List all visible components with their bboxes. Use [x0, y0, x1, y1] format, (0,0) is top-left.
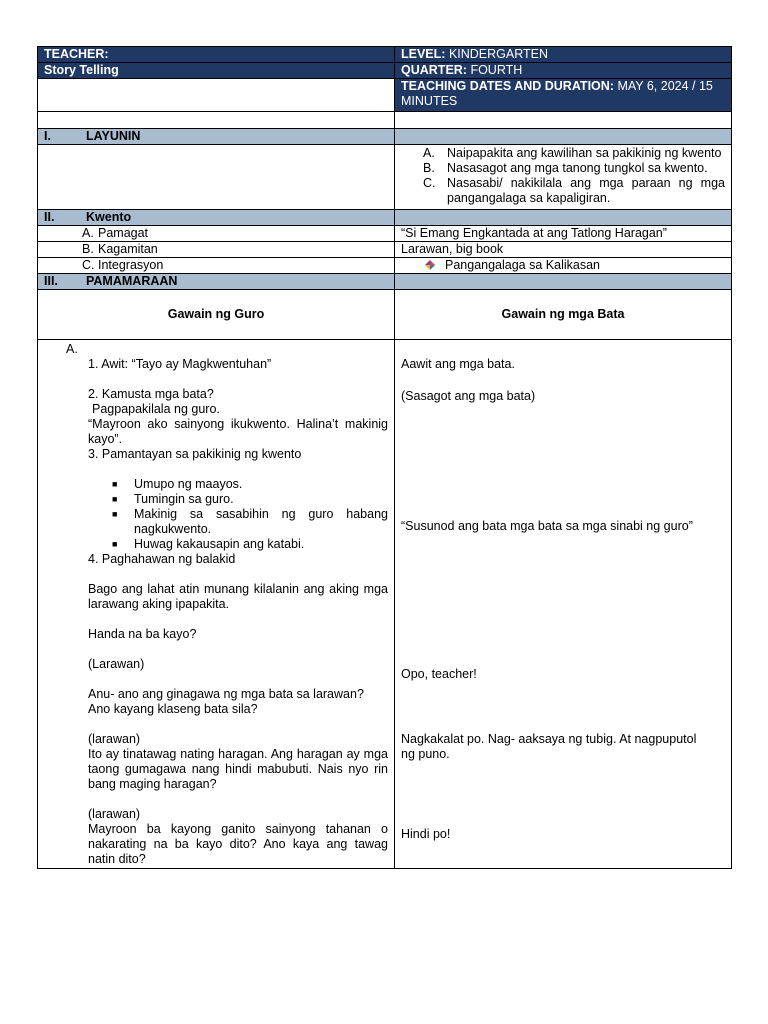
activity-song: 1. Awit: “Tayo ay Magkwentuhan”	[88, 357, 272, 371]
row-value: Pangangalaga sa Kalikasan	[445, 258, 600, 272]
square-bullet-icon: ■	[112, 509, 118, 519]
quarter-cell	[395, 63, 732, 79]
activity-column-headers	[38, 290, 732, 340]
square-bullet-icon: ■	[112, 494, 118, 504]
row-marker: A.	[82, 226, 94, 240]
section-number: I.	[44, 129, 51, 143]
activity-standards: 3. Pamantayan sa pakikinig ng kwento	[88, 447, 302, 461]
lesson-plan-table	[37, 46, 732, 869]
row-value: Larawan, big book	[395, 242, 732, 258]
activity-greeting: 2. Kamusta mga bata?	[88, 387, 214, 401]
dates-value: MAY 6, 2024 / 15 MINUTES	[401, 79, 713, 108]
section-title: LAYUNIN	[86, 129, 141, 143]
dates-label: TEACHING DATES AND DURATION:	[401, 79, 614, 93]
teacher-line: Ano kayang klaseng bata sila?	[88, 702, 258, 716]
teacher-line: (Larawan)	[88, 657, 145, 671]
square-bullet-icon: ■	[112, 479, 118, 489]
level-cell	[395, 47, 732, 63]
objectives-cell	[395, 145, 732, 210]
row-label: Integrasyon	[98, 258, 164, 272]
teacher-line: (larawan)	[88, 807, 141, 821]
children-activities	[395, 340, 732, 869]
lesson-plan-document	[37, 46, 731, 869]
rule-item: ■ Tumingin sa guro.	[88, 492, 388, 507]
empty-cell	[38, 79, 395, 112]
teacher-label: TEACHER:	[38, 47, 395, 63]
section-title-cell	[38, 129, 395, 145]
level-label: LEVEL:	[401, 47, 446, 61]
objective-item: A. Naipapakita ang kawilihan sa pakikinig ng kwento	[423, 146, 722, 160]
row-label: Pamagat	[98, 226, 149, 240]
level-value: KINDERGARTEN	[448, 47, 549, 61]
teacher-line: (larawan)	[88, 732, 141, 746]
quarter-label: QUARTER:	[401, 63, 467, 77]
activity-invitation: “Mayroon ako sainyong ikukwento. Halina’t makinig kayo”.	[88, 417, 388, 446]
header-row-teacher	[38, 47, 732, 63]
child-response: Opo, teacher!	[401, 667, 477, 681]
child-response: Aawit ang mga bata.	[401, 357, 515, 371]
teacher-activities	[38, 340, 395, 869]
teacher-line: Bago ang lahat atin munang kilalanin ang aking mga larawang aking ipapakita.	[88, 582, 388, 611]
teacher-line: Anu- ano ang ginagawa ng mga bata sa larawan?	[88, 687, 364, 701]
kwento-row-pamagat	[38, 226, 732, 242]
activity-intro: Pagpapakilala ng guro.	[92, 402, 220, 416]
row-marker: C.	[82, 258, 95, 272]
objective-item: C. Nasasabi/ nakikilala ang mga paraan ng mga pangangalaga sa kapaligiran.	[423, 176, 725, 205]
rule-item: ■ Umupo ng maayos.	[88, 477, 388, 492]
section-title: Kwento	[86, 210, 132, 224]
rule-item: ■ Makinig sa sasabihin ng guro habang nagkukwento.	[88, 507, 388, 537]
objectives-list	[423, 146, 725, 206]
colorful-diamond-bullet-icon	[425, 260, 435, 270]
section-title: PAMAMARAAN	[86, 274, 178, 288]
activity-body-row	[38, 340, 732, 869]
teacher-line: Mayroon ba kayong ganito sainyong tahanan o nakarating na ba kayo dito? Ano kaya ang tawag natin dito?	[88, 822, 388, 866]
section-heading-layunin	[38, 129, 732, 145]
child-response: Nagkakalat po. Nag- aaksaya ng tubig. At nagpuputol ng puno.	[401, 732, 697, 761]
subject-title: Story Telling	[38, 63, 395, 79]
section-heading-kwento	[38, 210, 732, 226]
kwento-row-kagamitan	[38, 242, 732, 258]
child-response: (Sasagot ang mga bata)	[401, 389, 536, 403]
square-bullet-icon: ■	[112, 539, 118, 549]
header-row-subject	[38, 63, 732, 79]
header-row-dates	[38, 79, 732, 112]
section-number: II.	[44, 210, 55, 224]
section-title-cell	[38, 210, 395, 226]
section-heading-pamamaraan	[38, 274, 732, 290]
teacher-line: Ito ay tinatawag nating haragan. Ang haragan ay mga taong gumagawa nang hindi mabubuti. Nais nyo rin bang maging haragan?	[88, 747, 388, 791]
teacher-line: Handa na ba kayo?	[88, 627, 197, 641]
listening-rules-list	[88, 477, 388, 552]
activity-unlocking: 4. Paghahawan ng balakid	[88, 552, 236, 566]
column-header-teacher: Gawain ng Guro	[38, 290, 395, 340]
child-response: “Susunod ang bata mga bata sa mga sinabi ng guro”	[401, 519, 693, 533]
dates-cell	[395, 79, 732, 112]
row-marker: B.	[82, 242, 94, 256]
quarter-value: FOURTH	[470, 63, 523, 77]
rule-item: ■ Huwag kakausapin ang katabi.	[88, 537, 388, 552]
row-label: Kagamitan	[98, 242, 158, 256]
child-response: Hindi po!	[401, 827, 451, 841]
row-value: “Si Emang Engkantada at ang Tatlong Haragan”	[395, 226, 732, 242]
section-title-cell	[38, 274, 395, 290]
spacer-row	[38, 112, 732, 129]
kwento-row-integrasyon	[38, 258, 732, 274]
objective-item: B. Nasasagot ang mga tanong tungkol sa kwento.	[423, 161, 708, 175]
column-header-children: Gawain ng mga Bata	[395, 290, 732, 340]
section-number: III.	[44, 274, 58, 288]
part-marker: A.	[66, 342, 78, 356]
objectives-row	[38, 145, 732, 210]
